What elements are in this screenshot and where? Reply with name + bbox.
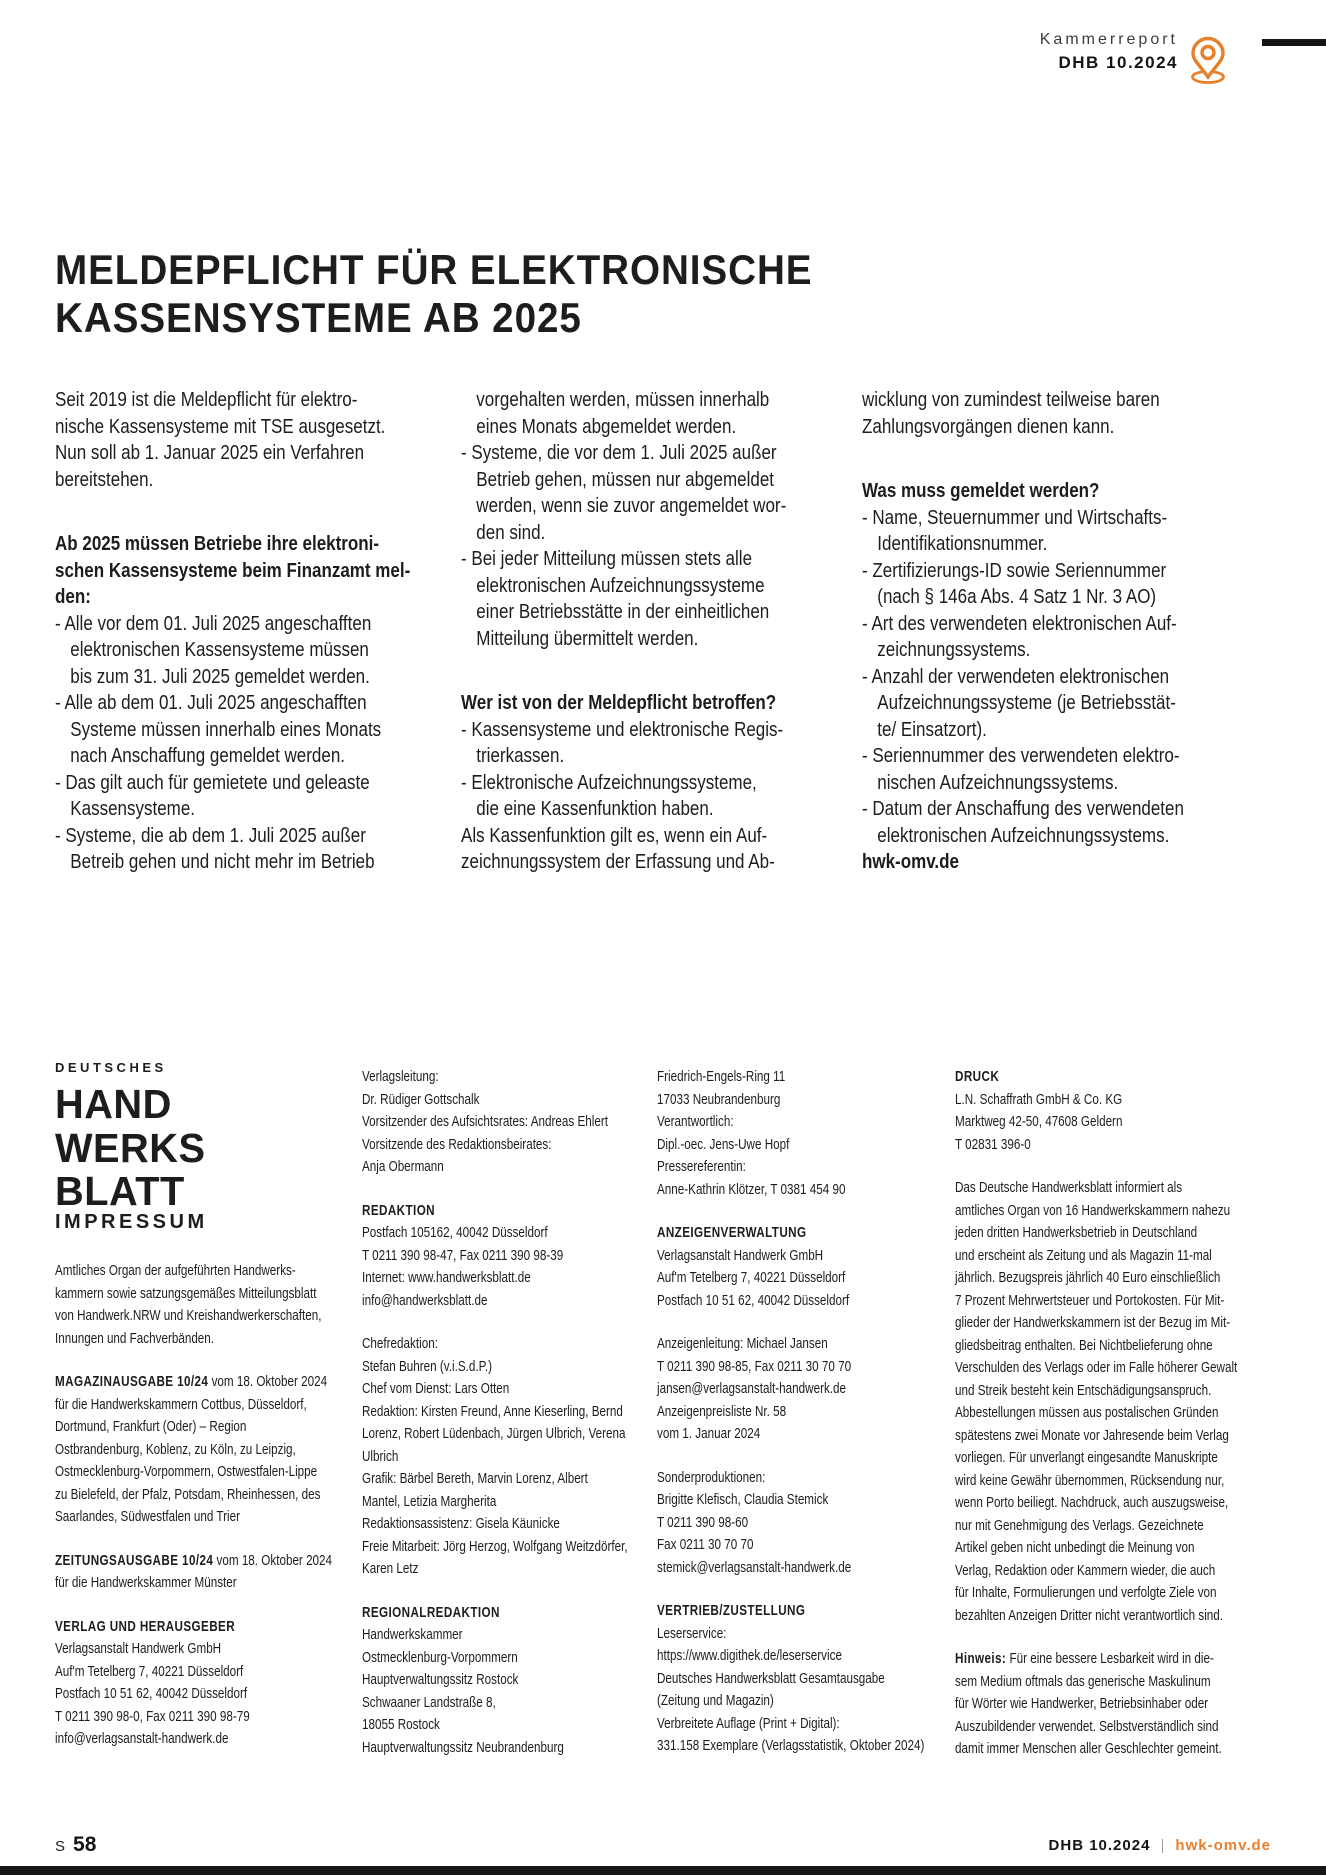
text-line: wird keine Gewähr übernommen, Rücksendung nur, <box>955 1472 1225 1489</box>
text-line: Innungen und Fachverbänden. <box>55 1330 215 1347</box>
text-line: trierkassen. <box>476 745 565 767</box>
text-line: Stefan Buhren (v.i.S.d.P.) <box>362 1358 493 1375</box>
text-line: T 0211 390 98-85, Fax 0211 30 70 70 <box>657 1358 852 1375</box>
text-line: elektronischen Aufzeichnungssystems. <box>877 824 1170 847</box>
text-line: - Kassensysteme und elektronische Regis- <box>461 718 784 741</box>
text-line: Anzeigenpreisliste Nr. 58 <box>657 1403 787 1420</box>
text-line: Hauptverwaltungssitz Rostock <box>362 1672 519 1688</box>
text-line: Chef vom Dienst: Lars Otten <box>362 1381 510 1397</box>
text-line: Auf'm Tetelberg 7, 40221 Düsseldorf <box>657 1270 846 1286</box>
text-line: stemick@verlagsanstalt-handwerk.de <box>657 1559 852 1576</box>
bottom-rule <box>0 1866 1326 1875</box>
text-line: Hauptverwaltungssitz Neubrandenburg <box>362 1739 564 1756</box>
headline-line-2: KASSENSYSTEME AB 2025 <box>55 294 582 341</box>
impressum-column-3 <box>657 1066 993 1758</box>
text-line: Betreib gehen und nicht mehr im Betrieb <box>70 851 375 873</box>
text-line: VERTRIEB/ZUSTELLUNG <box>657 1603 806 1619</box>
text-line: Kassensysteme. <box>70 798 196 820</box>
text-line: Amtliches Organ der aufgeführten Handwerks- <box>55 1263 296 1279</box>
text-line: T 0211 390 98-47, Fax 0211 390 98-39 <box>362 1247 564 1264</box>
text-line: Aufzeichnungssysteme (je Betriebsstät- <box>877 692 1176 714</box>
text-line: Ab 2025 müssen Betriebe ihre elektroni- <box>55 533 380 555</box>
text-line: Schwaaner Landstraße 8, <box>362 1694 496 1711</box>
text-line: - Art des verwendeten elektronischen Auf- <box>862 612 1177 635</box>
text-line: Identifikationsnummer. <box>877 533 1048 555</box>
footer-website: hwk-omv.de <box>1175 1837 1271 1854</box>
text-line: - Das gilt auch für gemietete und geleaste <box>55 771 370 794</box>
text-line: einer Betriebsstätte in der einheitlichen <box>476 601 770 623</box>
article-column-3 <box>862 387 1236 876</box>
text-line: nische Kassensysteme mit TSE ausgesetzt. <box>55 415 386 438</box>
text-line: Verlagsleitung: <box>362 1069 439 1085</box>
text-line: VERLAG UND HERAUSGEBER <box>55 1618 236 1635</box>
text-line: gliedsbeitrag enthalten. Bei Nichtbelieferung ohne <box>955 1337 1213 1354</box>
text-line: Verschulden des Verlags oder im Falle höherer Gewalt <box>955 1360 1238 1376</box>
text-line: Dortmund, Frankfurt (Oder) – Region <box>55 1419 247 1435</box>
text-line: Handwerkskammer <box>362 1627 463 1643</box>
text-line: REDAKTION <box>362 1202 436 1219</box>
text-line: Verlagsanstalt Handwerk GmbH <box>55 1641 222 1657</box>
text-line: - Alle vor dem 01. Juli 2025 angeschafften <box>55 612 372 635</box>
text-line: elektronischen Kassensysteme müssen <box>70 639 369 661</box>
text-line: Verantwortlich: <box>657 1114 734 1130</box>
impressum-column-4 <box>955 1066 1291 1761</box>
text-line: - Name, Steuernummer und Wirtschafts- <box>862 506 1168 529</box>
text-line: nur mit Genehmigung des Verlags. Gezeichnete <box>955 1517 1204 1534</box>
text-line: eines Monats abgemeldet werden. <box>476 415 737 438</box>
text-line: - Seriennummer des verwendeten elektro- <box>862 745 1180 767</box>
text-line: und erscheint als Zeitung und als Magazin 11-mal <box>955 1247 1212 1264</box>
text-line: jährlich. Bezugspreis jährlich 40 Euro einschließlich <box>955 1270 1221 1286</box>
text-line: REGIONALREDAKTION <box>362 1604 500 1621</box>
text-line: wicklung von zumindest teilweise baren <box>862 389 1160 411</box>
text-line: Das Deutsche Handwerksblatt informiert als <box>955 1180 1183 1196</box>
text-line: nach Anschaffung gemeldet werden. <box>70 745 346 767</box>
text-line: bereitstehen. <box>55 468 154 491</box>
footer-meta <box>1049 1837 1271 1854</box>
text-line: die eine Kassenfunktion haben. <box>476 798 714 820</box>
text-line: sem Medium oftmals das generische Maskulinum <box>955 1673 1211 1690</box>
text-line: - Systeme, die vor dem 1. Juli 2025 außer <box>461 442 777 464</box>
page-number-prefix: S <box>55 1838 66 1855</box>
text-line: 7 Prozent Mehrwertsteuer und Portokosten. Für Mit- <box>955 1292 1225 1309</box>
text-line: werden, wenn sie zuvor angemeldet wor- <box>476 495 787 517</box>
text-line: von Handwerk.NRW und Kreishandwerkerschaften, <box>55 1308 322 1324</box>
text-line: hwk-omv.de <box>862 851 959 873</box>
text-line: Vorsitzender des Aufsichtsrates: Andreas Ehlert <box>362 1114 608 1130</box>
text-line: Saarlandes, Südwestfalen und Trier <box>55 1509 240 1525</box>
text-line: vom 1. Januar 2024 <box>657 1426 761 1442</box>
text-line: für die Handwerkskammer Münster <box>55 1575 237 1591</box>
text-line: Verlagsanstalt Handwerk GmbH <box>657 1247 824 1264</box>
text-line: bis zum 31. Juli 2025 gemeldet werden. <box>70 665 370 688</box>
text-line: - Bei jeder Mitteilung müssen stets alle <box>461 548 753 570</box>
text-line: Auszubildender verwendet. Selbstverständlich sind <box>955 1718 1219 1735</box>
text-line: T 0211 390 98-0, Fax 0211 390 98-79 <box>55 1708 250 1725</box>
text-line: zeichnungssystem der Erfassung und Ab- <box>461 851 775 873</box>
text-line: Vorsitzende des Redaktionsbeirates: <box>362 1136 552 1153</box>
text-line: nischen Aufzeichnungssystems. <box>877 771 1119 794</box>
text-line: Leserservice: <box>657 1625 727 1642</box>
text-line: Freie Mitarbeit: Jörg Herzog, Wolfgang Weitzdörfer, <box>362 1538 628 1555</box>
text-line: Anja Obermann <box>362 1159 444 1175</box>
text-line: spätestens zwei Monate vor Jahresende beim Verlag <box>955 1427 1229 1444</box>
text-line: Deutsches Handwerksblatt Gesamtausgabe <box>657 1670 885 1687</box>
text-line: ZEITUNGSAUSGABE 10/24 vom 18. Oktober 2024 <box>55 1552 333 1569</box>
text-line: Nun soll ab 1. Januar 2025 ein Verfahren <box>55 442 365 464</box>
text-line: Abbestellungen müssen aus postalischen Gründen <box>955 1405 1219 1421</box>
text-line: (Zeitung und Magazin) <box>657 1693 774 1709</box>
article-headline <box>55 246 812 342</box>
article-column-2 <box>461 387 835 876</box>
footer-divider <box>1162 1839 1163 1853</box>
text-line: Mantel, Letizia Margherita <box>362 1493 497 1510</box>
impressum-column-1 <box>55 1260 391 1751</box>
text-line: jeden dritten Handwerksbetrieb in Deutschland <box>955 1225 1198 1241</box>
text-line: Anzeigenleitung: Michael Jansen <box>657 1336 828 1352</box>
text-line: Als Kassenfunktion gilt es, wenn ein Auf- <box>461 824 768 847</box>
text-line: glieder der Handwerkskammern ist der Bezug im Mit- <box>955 1315 1231 1331</box>
text-line: Brigitte Klefisch, Claudia Stemick <box>657 1492 829 1508</box>
text-line: Anne-Kathrin Klötzer, T 0381 454 90 <box>657 1181 846 1198</box>
article-column-1 <box>55 387 429 876</box>
page-number-value: 58 <box>73 1833 97 1856</box>
masthead <box>1040 30 1178 73</box>
text-line: Wer ist von der Meldepflicht betroffen? <box>461 692 777 714</box>
text-line: 331.158 Exemplare (Verlagsstatistik, Oktober 2024) <box>657 1738 925 1754</box>
text-line: schen Kassensysteme beim Finanzamt mel- <box>55 559 411 582</box>
text-line: amtliches Organ von 16 Handwerkskammern nahezu <box>955 1202 1231 1219</box>
text-line: zeichnungssystems. <box>877 639 1031 661</box>
text-line: Pressereferentin: <box>657 1159 746 1175</box>
text-line: 17033 Neubrandenburg <box>657 1091 781 1108</box>
text-line: kammern sowie satzungsgemäßes Mitteilungsblatt <box>55 1285 317 1302</box>
text-line: Karen Letz <box>362 1561 419 1577</box>
text-line: te/ Einsatzort). <box>877 718 987 741</box>
text-line: Redaktionsassistenz: Gisela Käunicke <box>362 1516 560 1532</box>
text-line: Betrieb gehen, müssen nur abgemeldet <box>476 468 774 491</box>
text-line: - Anzahl der verwendeten elektronischen <box>862 665 1170 688</box>
text-line: - Systeme, die ab dem 1. Juli 2025 außer <box>55 824 366 847</box>
text-line: https://www.digithek.de/leserservice <box>657 1648 842 1664</box>
text-line: 18055 Rostock <box>362 1717 440 1733</box>
text-line: damit immer Menschen aller Geschlechter gemeint. <box>955 1741 1222 1757</box>
text-line: Zahlungsvorgängen dienen kann. <box>862 415 1115 438</box>
text-line: Internet: www.handwerksblatt.de <box>362 1270 531 1286</box>
footer-issue: DHB 10.2024 <box>1048 1837 1151 1854</box>
text-line: ANZEIGENVERWALTUNG <box>657 1225 807 1241</box>
impressum-column-2 <box>362 1066 698 1759</box>
text-line: jansen@verlagsanstalt-handwerk.de <box>657 1381 847 1397</box>
text-line: Ostmecklenburg-Vorpommern <box>362 1649 518 1666</box>
page-number <box>55 1833 96 1857</box>
text-line: vorgehalten werden, müssen innerhalb <box>476 389 770 411</box>
text-line: Verlag, Redaktion oder Kammern wieder, die auch <box>955 1562 1216 1579</box>
text-line: Artikel geben nicht unbedingt die Meinung von <box>955 1540 1195 1556</box>
text-line: Redaktion: Kirsten Freund, Anne Kieserling, Bernd <box>362 1403 623 1420</box>
issue-label: DHB 10.2024 <box>1058 53 1178 72</box>
text-line: Fax 0211 30 70 70 <box>657 1537 754 1553</box>
text-line: Seit 2019 ist die Meldepflicht für elektro- <box>55 389 358 411</box>
text-line: L.N. Schaffrath GmbH & Co. KG <box>955 1091 1123 1108</box>
text-line: elektronischen Aufzeichnungssysteme <box>476 574 765 597</box>
text-line: Verbreitete Auflage (Print + Digital): <box>657 1715 840 1732</box>
text-line: Marktweg 42-50, 47608 Geldern <box>955 1114 1123 1130</box>
text-line: Postfach 10 51 62, 40042 Düsseldorf <box>657 1292 850 1309</box>
text-line: für Inhalte, Formulierungen und verfolgte Ziele von <box>955 1585 1217 1601</box>
text-line: den sind. <box>476 521 546 544</box>
text-line: Ostmecklenburg-Vorpommern, Ostwestfalen-Lippe <box>55 1464 318 1480</box>
text-line: bezahlten Anzeigen Dritter nicht verantwortlich sind. <box>955 1607 1224 1624</box>
text-line: - Zertifizierungs-ID sowie Seriennummer <box>862 559 1167 582</box>
text-line: Ulbrich <box>362 1448 399 1465</box>
text-line: Dipl.-oec. Jens-Uwe Hopf <box>657 1136 790 1153</box>
logo-wordmark-line: WERKS <box>55 1124 206 1171</box>
section-kicker: Kammerreport <box>1039 31 1178 48</box>
text-line: zu Bielefeld, der Pfalz, Potsdam, Rheinhessen, des <box>55 1486 321 1503</box>
text-line: Ostbrandenburg, Koblenz, zu Köln, zu Leipzig, <box>55 1441 296 1458</box>
text-line: Auf'm Tetelberg 7, 40221 Düsseldorf <box>55 1663 244 1680</box>
text-line: Was muss gemeldet werden? <box>862 480 1100 502</box>
text-line: T 02831 396-0 <box>955 1136 1031 1153</box>
logo-wordmark-line: BLATT <box>55 1168 185 1214</box>
text-line: Sonderproduktionen: <box>657 1469 766 1486</box>
text-line: DRUCK <box>955 1069 1000 1085</box>
text-line: Friedrich-Engels-Ring 11 <box>657 1069 786 1085</box>
text-line: info@verlagsanstalt-handwerk.de <box>55 1731 229 1747</box>
text-line: für die Handwerkskammern Cottbus, Düsseldorf, <box>55 1396 307 1413</box>
text-line: Mitteilung übermittelt werden. <box>476 627 699 650</box>
text-line: den: <box>55 586 91 608</box>
text-line: - Datum der Anschaffung des verwendeten <box>862 798 1184 820</box>
text-line: Dr. Rüdiger Gottschalk <box>362 1091 480 1108</box>
text-line: Hinweis: Für eine bessere Lesbarkeit wird in die- <box>955 1651 1214 1667</box>
text-line: Systeme müssen innerhalb eines Monats <box>70 718 382 741</box>
handwerksblatt-logo <box>55 1060 210 1214</box>
location-pin-icon <box>1185 36 1231 84</box>
impressum-title: IMPRESSUM <box>55 1211 208 1233</box>
text-line: MAGAZINAUSGABE 10/24 vom 18. Oktober 2024 <box>55 1374 328 1390</box>
corner-rule <box>1262 39 1326 46</box>
text-line: Grafik: Bärbel Bereth, Marvin Lorenz, Albert <box>362 1471 588 1487</box>
text-line: - Alle ab dem 01. Juli 2025 angeschafften <box>55 692 367 714</box>
text-line: wenn Porto beiliegt. Nachdruck, auch auszugsweise, <box>955 1495 1229 1511</box>
text-line: vorliegen. Für unverlangt eingesandte Manuskripte <box>955 1450 1218 1466</box>
text-line: Chefredaktion: <box>362 1336 438 1352</box>
logo-wordmark-line: HAND <box>55 1081 172 1127</box>
text-line: T 0211 390 98-60 <box>657 1514 749 1531</box>
headline-line-1: MELDEPFLICHT FÜR ELEKTRONISCHE <box>55 246 813 293</box>
text-line: info@handwerksblatt.de <box>362 1292 488 1309</box>
text-line: Postfach 10 51 62, 40042 Düsseldorf <box>55 1686 248 1702</box>
text-line: Postfach 105162, 40042 Düsseldorf <box>362 1225 548 1241</box>
text-line: Lorenz, Robert Lüdenbach, Jürgen Ulbrich, Verena <box>362 1426 626 1442</box>
text-line: (nach § 146a Abs. 4 Satz 1 Nr. 3 AO) <box>877 586 1157 608</box>
text-line: für Wörter wie Handwerker, Betriebsinhaber oder <box>955 1696 1209 1712</box>
text-line: und Streik besteht kein Entschädigungsanspruch. <box>955 1382 1212 1399</box>
text-line: - Elektronische Aufzeichnungssysteme, <box>461 771 757 794</box>
logo-wordmark-top: DEUTSCHES <box>55 1060 167 1075</box>
